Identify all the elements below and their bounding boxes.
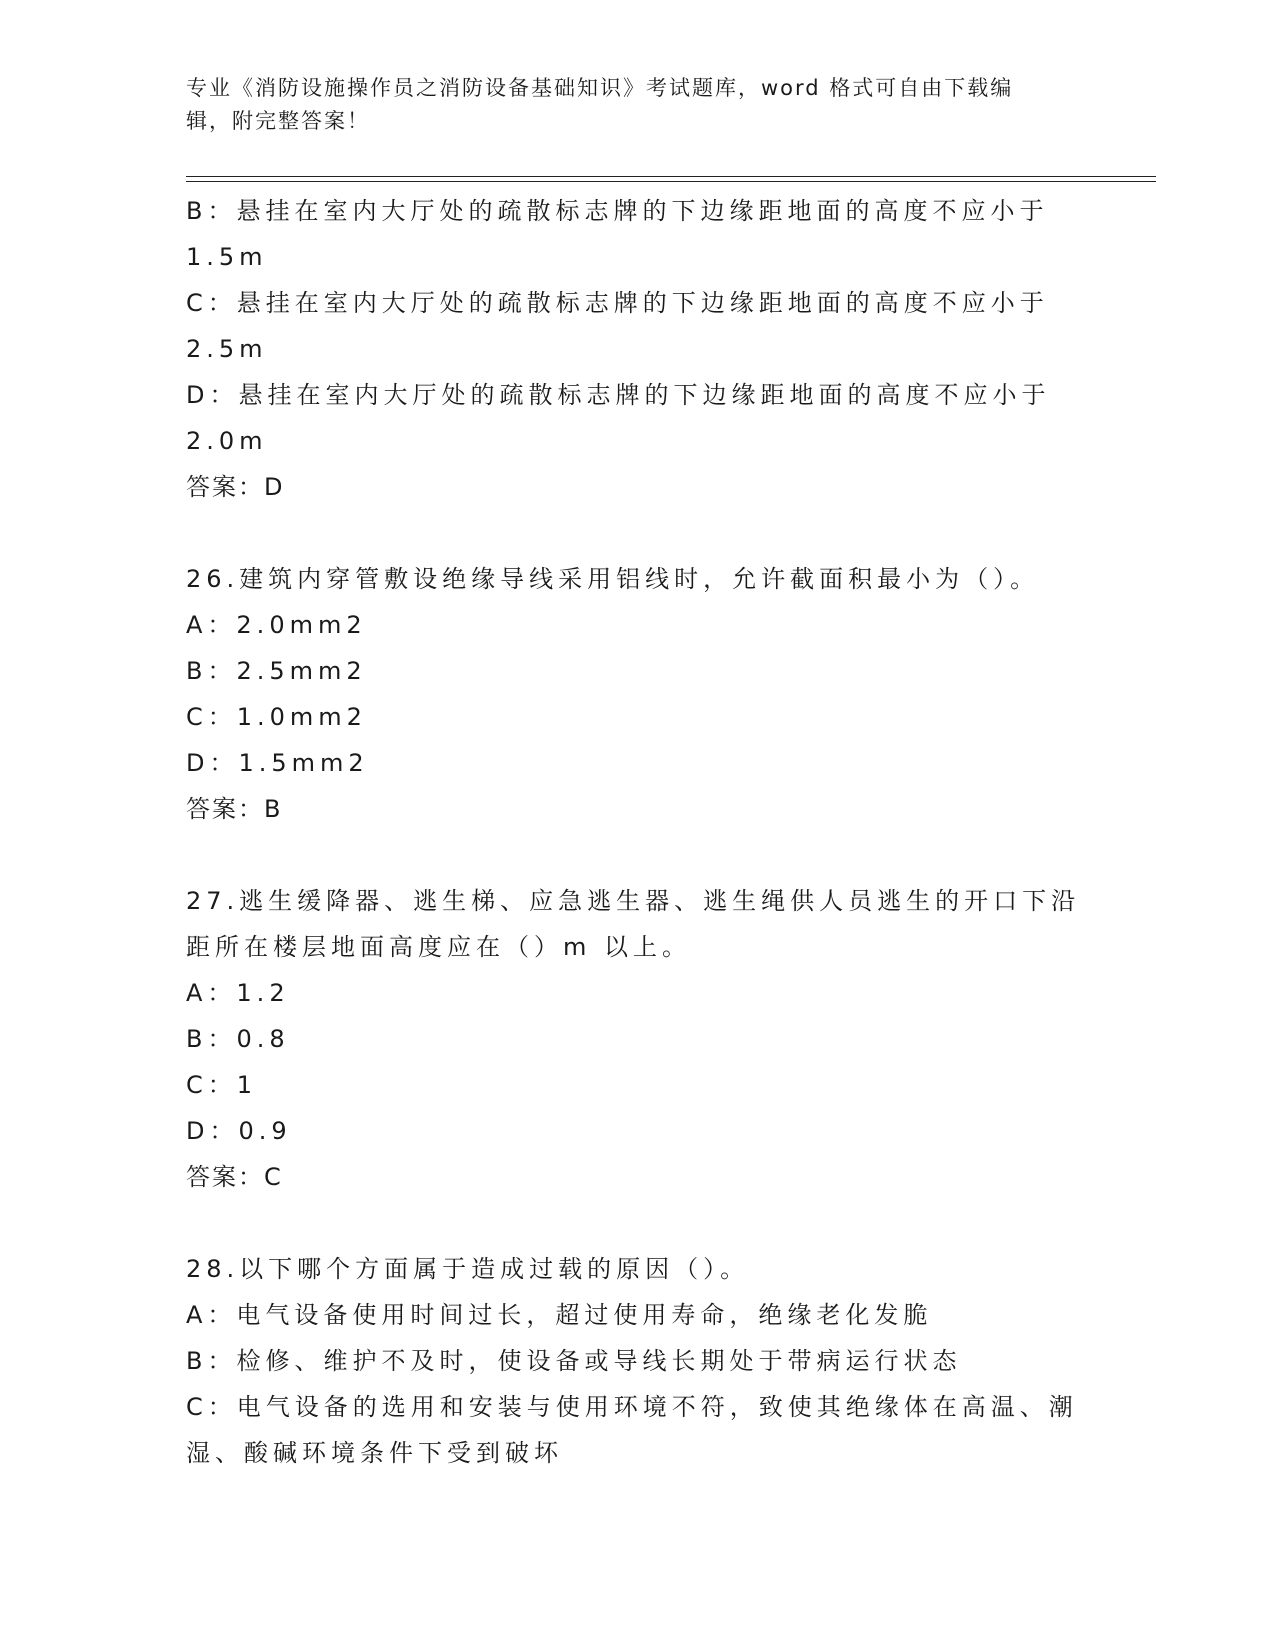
question-25-block: [186, 188, 1086, 510]
q27-question-line-1: 27.逃生缓降器、逃生梯、应急逃生器、逃生绳供人员逃生的开口下沿: [186, 887, 1081, 915]
q25-option-c-line-2: 2.5m: [186, 335, 268, 363]
header-line-1: 专业《消防设施操作员之消防设备基础知识》考试题库，word 格式可自由下载编: [186, 76, 1014, 100]
q28-option-a: A：电气设备使用时间过长，超过使用寿命，绝缘老化发脆: [186, 1301, 933, 1329]
q27-question-line-2: 距所在楼层地面高度应在（）m 以上。: [186, 933, 692, 961]
document-header: [186, 72, 1086, 138]
header-divider-top: [186, 176, 1156, 177]
spacer: [186, 1200, 1086, 1246]
q26-question: 26.建筑内穿管敷设绝缘导线采用铝线时，允许截面积最小为（）。: [186, 565, 1040, 593]
q26-answer: 答案：B: [186, 795, 283, 823]
question-26-block: [186, 556, 1086, 832]
q27-option-d: D：0.9: [186, 1117, 292, 1145]
q25-option-d-line-2: 2.0m: [186, 427, 268, 455]
q27-option-c: C：1: [186, 1071, 258, 1099]
q26-option-a: A：2.0mm2: [186, 611, 367, 639]
question-content: [186, 188, 1086, 1476]
q26-option-b: B：2.5mm2: [186, 657, 367, 685]
header-line-2: 辑，附完整答案！: [186, 109, 370, 133]
q25-answer: 答案：D: [186, 473, 285, 501]
q28-option-b: B：检修、维护不及时，使设备或导线长期处于带病运行状态: [186, 1347, 962, 1375]
q28-option-c-line-1: C：电气设备的选用和安装与使用环境不符，致使其绝缘体在高温、潮: [186, 1393, 1078, 1421]
q27-option-a: A：1.2: [186, 979, 290, 1007]
question-27-block: [186, 878, 1086, 1200]
q25-option-b-line-2: 1.5m: [186, 243, 268, 271]
q27-answer: 答案：C: [186, 1163, 283, 1191]
header-divider-bottom: [186, 181, 1156, 182]
spacer: [186, 510, 1086, 556]
q28-question: 28.以下哪个方面属于造成过载的原因（）。: [186, 1255, 750, 1283]
q25-option-b-line-1: B：悬挂在室内大厅处的疏散标志牌的下边缘距地面的高度不应小于: [186, 197, 1049, 225]
q25-option-d-line-1: D：悬挂在室内大厅处的疏散标志牌的下边缘距地面的高度不应小于: [186, 381, 1051, 409]
q27-option-b: B：0.8: [186, 1025, 290, 1053]
q28-option-c-line-2: 湿、酸碱环境条件下受到破坏: [186, 1439, 563, 1467]
q25-option-c-line-1: C：悬挂在室内大厅处的疏散标志牌的下边缘距地面的高度不应小于: [186, 289, 1049, 317]
question-28-block: [186, 1246, 1086, 1476]
q26-option-d: D：1.5mm2: [186, 749, 369, 777]
q26-option-c: C：1.0mm2: [186, 703, 367, 731]
spacer: [186, 832, 1086, 878]
